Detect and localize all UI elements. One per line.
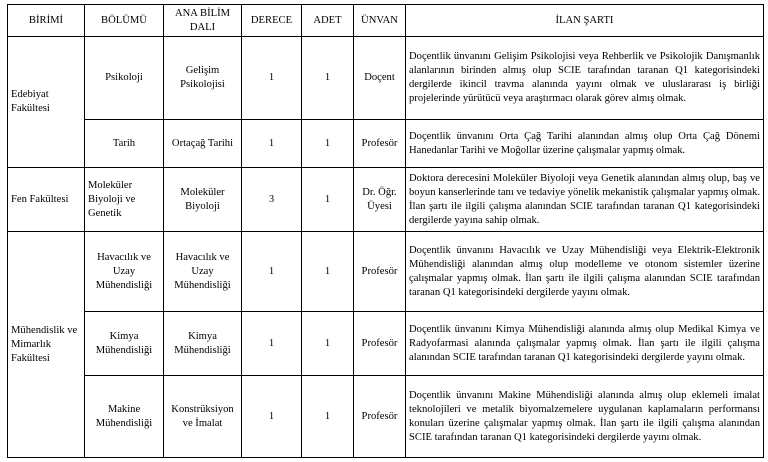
cell-derece: 1 [242, 120, 302, 168]
cell-ilan: Doçentlik ünvanını Makine Mühendisliği alanında almış olup eklemeli imalat teknolojileri ve metalik biyomalzemelere uygulanan kaplamaların performansı konuları üzerine çalışmalar yapmış olmak. İlan şartı ile ilgili çalışma alanından SCIE tarafından taranan Q1 kategorisindeki dergilerde yayını olmak. [406, 376, 764, 458]
header-unvan: ÜNVAN [354, 5, 406, 37]
cell-ilan: Doktora derecesini Moleküler Biyoloji veya Genetik alanından almış olup, baş ve boyun kanserlerinde tanı ve tedaviye yönelik mekanistik çalışmalar yapmış olmak. İlan şartı ile ilgili çalışma alanından SCIE tarafından taranan Q1 kategorisindeki dergilerde yayına sahip olmak. [406, 168, 764, 232]
cell-birim: Edebiyat Fakültesi [8, 37, 85, 168]
cell-derece: 1 [242, 376, 302, 458]
cell-birim: Mühendislik ve Mimarlık Fakültesi [8, 232, 85, 458]
cell-adet: 1 [302, 312, 354, 376]
cell-derece: 1 [242, 232, 302, 312]
cell-anabilim: Kimya Mühendisliği [164, 312, 242, 376]
table-row [8, 168, 764, 232]
position-announcement-table [7, 4, 764, 458]
cell-ilan: Doçentlik ünvanını Gelişim Psikolojisi veya Rehberlik ve Psikolojik Danışmanlık alanlarının birinden almış olup SCIE tarafından taranan Q1 kategorisindeki dergilerde ikincil travma alanında yayını olmak ve uluslararası iş birliği projelerinde yürütücü veya araştırmacı olarak görev almış olmak. [406, 37, 764, 120]
table-row [8, 232, 764, 312]
cell-ilan: Doçentlik ünvanını Havacılık ve Uzay Mühendisliği veya Elektrik-Elektronik Mühendisliği alanından almış olup modelleme ve otonom sistemler üzerine çalışmalar yapmış olmak. İlan şartı ile ilgili çalışma alanından SCIE tarafından taranan Q1 kategorisindeki dergilerde yayını olmak. [406, 232, 764, 312]
cell-unvan: Profesör [354, 232, 406, 312]
cell-unvan: Dr. Öğr. Üyesi [354, 168, 406, 232]
cell-adet: 1 [302, 37, 354, 120]
cell-unvan: Profesör [354, 120, 406, 168]
cell-adet: 1 [302, 376, 354, 458]
cell-derece: 1 [242, 312, 302, 376]
header-birim: BİRİMİ [8, 5, 85, 37]
table-row [8, 37, 764, 120]
cell-anabilim: Havacılık ve Uzay Mühendisliği [164, 232, 242, 312]
cell-unvan: Doçent [354, 37, 406, 120]
cell-ilan: Doçentlik ünvanını Kimya Mühendisliği alanında almış olup Medikal Kimya ve Radyofarmasi alanında çalışmalar yapmış olmak. İlan şartı ile ilgili çalışma alanından SCIE tarafından taranan Q1 kategorisindeki dergilerde yayını olmak. [406, 312, 764, 376]
cell-bolum: Moleküler Biyoloji ve Genetik [85, 168, 164, 232]
cell-unvan: Profesör [354, 312, 406, 376]
cell-anabilim: Ortaçağ Tarihi [164, 120, 242, 168]
cell-derece: 3 [242, 168, 302, 232]
header-adet: ADET [302, 5, 354, 37]
cell-bolum: Makine Mühendisliği [85, 376, 164, 458]
cell-anabilim: Konstrüksiyon ve İmalat [164, 376, 242, 458]
table-row [8, 376, 764, 458]
cell-derece: 1 [242, 37, 302, 120]
cell-ilan: Doçentlik ünvanını Orta Çağ Tarihi alanından almış olup Orta Çağ Dönemi Hanedanlar Tarihi ve Moğollar üzerine çalışmalar yapmış olmak. [406, 120, 764, 168]
cell-anabilim: Moleküler Biyoloji [164, 168, 242, 232]
table-row [8, 312, 764, 376]
header-row [8, 5, 764, 37]
header-bolum: BÖLÜMÜ [85, 5, 164, 37]
header-anabilim: ANA BİLİM DALI [164, 5, 242, 37]
header-ilan: İLAN ŞARTI [406, 5, 764, 37]
table-row [8, 120, 764, 168]
cell-bolum: Psikoloji [85, 37, 164, 120]
cell-unvan: Profesör [354, 376, 406, 458]
cell-bolum: Tarih [85, 120, 164, 168]
header-derece: DERECE [242, 5, 302, 37]
cell-bolum: Havacılık ve Uzay Mühendisliği [85, 232, 164, 312]
cell-bolum: Kimya Mühendisliği [85, 312, 164, 376]
cell-adet: 1 [302, 168, 354, 232]
cell-birim: Fen Fakültesi [8, 168, 85, 232]
cell-anabilim: Gelişim Psikolojisi [164, 37, 242, 120]
cell-adet: 1 [302, 120, 354, 168]
cell-adet: 1 [302, 232, 354, 312]
